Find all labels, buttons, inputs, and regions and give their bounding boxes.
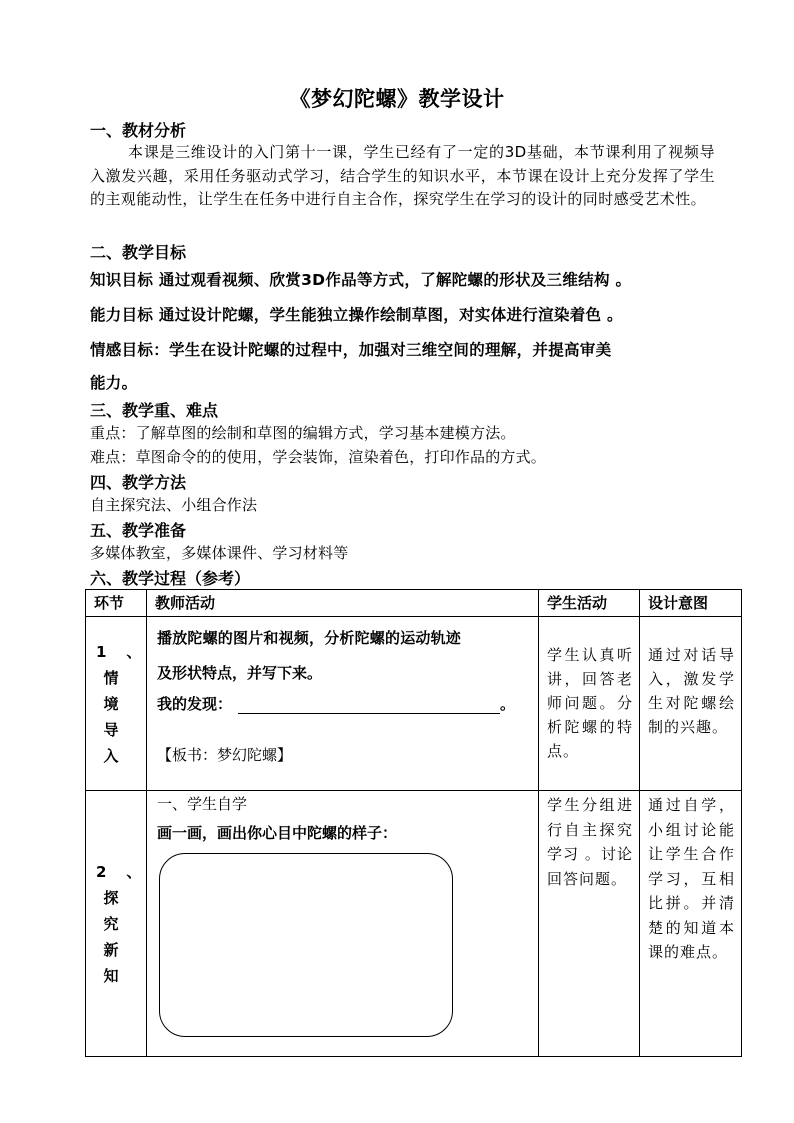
stage-number: 1、: [96, 642, 162, 661]
document-title: 《梦幻陀螺》教学设计: [289, 87, 505, 111]
objective-ability: 能力目标 通过设计陀螺，学生能独立操作绘制草图，对实体进行渲染着色 。: [90, 306, 623, 324]
section-body-materials: 本课是三维设计的入门第十一课，学生已经有了一定的3D基础，本节课利用了视频导入激发兴趣，采用任务驱动式学习，结合学生的知识水平，本节课在设计上充分发挥了学生的主观能动性，让学生在任务中进行自主合作，探究学生在学习的设计的同时感受艺术性。: [90, 143, 715, 208]
stage-name-1: 情境: [103, 668, 139, 713]
process-table: [85, 589, 742, 1057]
stage-name-1: 探究: [103, 888, 139, 933]
discovery-blank-line: [238, 697, 500, 714]
section-heading-keypoints: 三、教学重、难点: [90, 401, 219, 420]
stage-name-2: 新知: [103, 940, 139, 985]
table-row: [86, 617, 742, 791]
design-intent-cell: 通过自学，小组讨论能让学生合作学习，互相比拼。并清楚的知道本课的难点。: [640, 791, 742, 1057]
stage-cell: [86, 791, 162, 1057]
stage-cell: [86, 617, 162, 791]
table-row: [86, 791, 742, 1057]
header-intent: 设计意图: [640, 590, 742, 617]
board-note: 【板书：梦幻陀螺】: [157, 746, 293, 764]
section-heading-process: 六、教学过程（参考）: [90, 569, 251, 588]
teacher-activity-line1: 播放陀螺的图片和视频，分析陀螺的运动轨迹: [157, 629, 462, 647]
section-heading-methods: 四、教学方法: [90, 473, 187, 492]
drawing-task: 画一画，画出你心目中陀螺的样子：: [157, 824, 398, 842]
table-header-row: [86, 590, 742, 617]
stage-name-2: 导入: [103, 720, 139, 765]
student-activity-cell: 学生认真听讲，回答老师问题。分析陀螺的特点。: [539, 617, 640, 791]
header-student: 学生活动: [539, 590, 640, 617]
objective-emotion-line1: 情感目标：学生在设计陀螺的过程中，加强对三维空间的理解，并提高审美: [90, 341, 612, 359]
section-heading-preparation: 五、教学准备: [90, 521, 187, 540]
student-activity-cell: 学生分组进行自主探究学习 。讨论回答问题。: [539, 791, 640, 1057]
discovery-period: 。: [500, 695, 516, 713]
stage-number: 2、: [96, 862, 162, 881]
design-intent-cell: 通过对话导入，激发学生对陀螺绘制的兴趣。: [640, 617, 742, 791]
teacher-activity-cell: [147, 791, 539, 1057]
discovery-label: 我的发现：: [157, 695, 233, 713]
section-heading-objectives: 二、教学目标: [90, 243, 187, 262]
objective-emotion-line2: 能力。: [90, 374, 138, 392]
teacher-subheading: 一、学生自学: [157, 795, 248, 813]
header-stage: 环节: [86, 590, 147, 617]
section-body-methods: 自主探究法、小组合作法: [90, 496, 258, 514]
section-heading-materials: 一、教材分析: [90, 121, 187, 140]
header-teacher: 教师活动: [147, 590, 539, 617]
objective-knowledge: 知识目标 通过观看视频、欣赏3D作品等方式，了解陀螺的形状及三维结构 。: [90, 271, 632, 289]
teacher-activity-line2: 及形状特点，并写下来。: [157, 664, 323, 682]
keypoint-key: 重点：了解草图的绘制和草图的编辑方式，学习基本建模方法。: [90, 424, 516, 442]
section-body-preparation: 多媒体教室，多媒体课件、学习材料等: [90, 544, 349, 562]
keypoint-difficulty: 难点：草图命令的的使用，学会装饰，渲染着色，打印作品的方式。: [90, 448, 547, 466]
drawing-area-box: [159, 853, 453, 1037]
teacher-activity-cell: [147, 617, 539, 791]
